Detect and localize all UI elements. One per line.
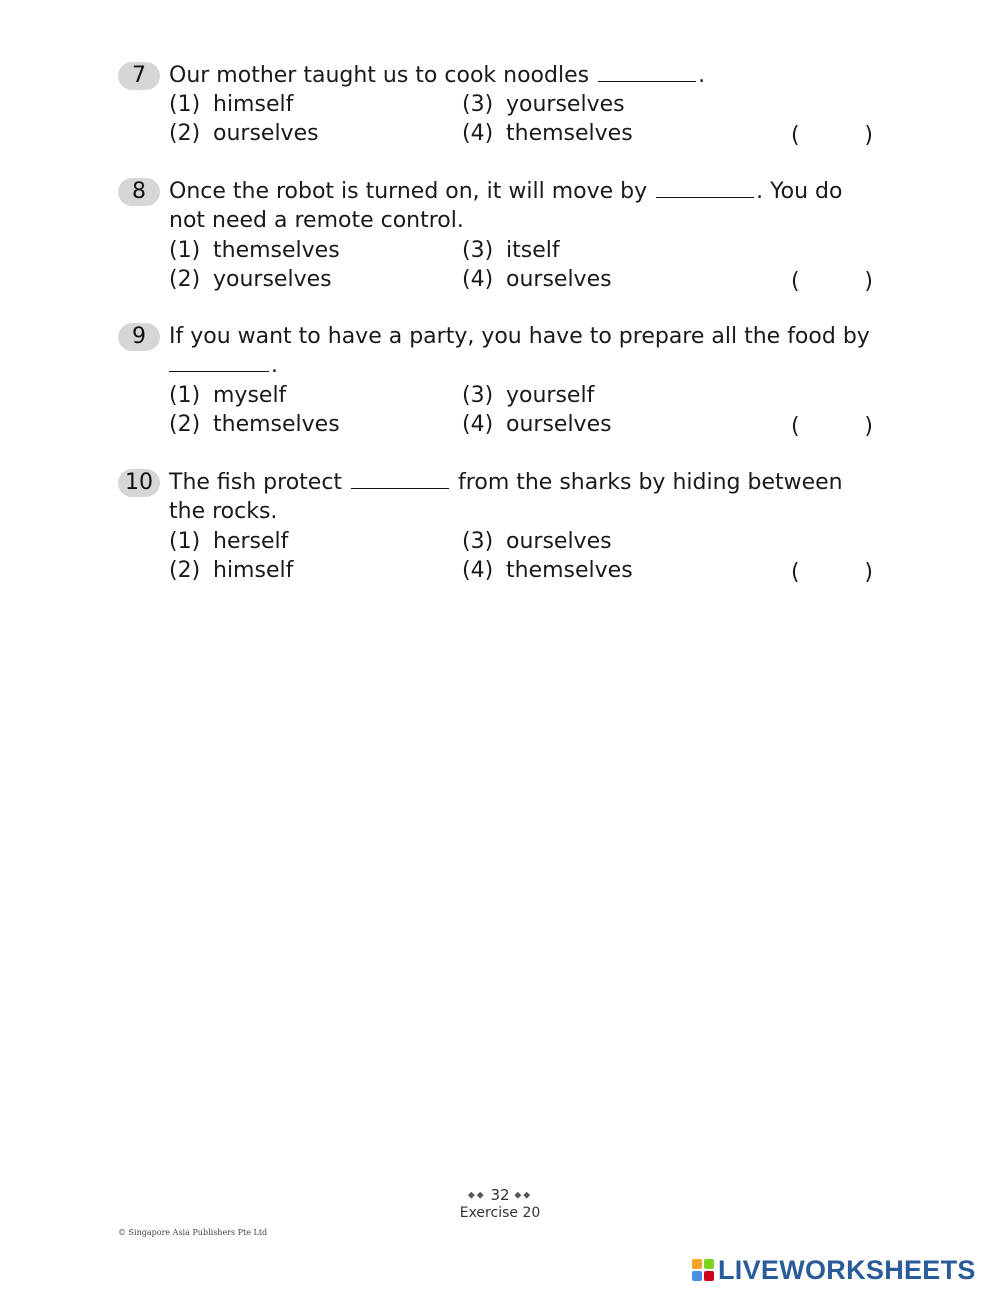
liveworksheets-icon [692,1259,714,1281]
exercise-label: Exercise 20 [459,1205,541,1221]
question-number: 7 [118,62,160,90]
option-1[interactable]: (1) myself [169,383,287,408]
option-1[interactable]: (1) themselves [169,238,340,263]
question-9 [118,323,878,443]
option-3[interactable]: (3) ourselves [462,529,612,554]
option-4[interactable]: (4) themselves [462,558,633,583]
question-text: The fish protect from the sharks by hiding between the rocks. [169,470,843,524]
option-2[interactable]: (2) ourselves [169,121,319,146]
option-3[interactable]: (3) itself [462,238,560,263]
answer-blank [598,63,696,82]
decorative-dots-right: ◆◆ [514,1190,533,1201]
option-1[interactable]: (1) herself [169,529,289,554]
option-3[interactable]: (3) yourself [462,383,595,408]
option-2[interactable]: (2) themselves [169,412,340,437]
answer-box[interactable]: ( ) [791,269,873,294]
answer-box[interactable]: ( ) [791,560,873,585]
liveworksheets-logo [692,1255,976,1285]
option-3[interactable]: (3) yourselves [462,92,625,117]
answer-blank [351,470,449,489]
question-number: 10 [118,469,160,497]
decorative-dots-left: ◆◆ [467,1190,486,1201]
answer-blank [169,353,269,372]
answer-box[interactable]: ( ) [791,414,873,439]
option-4[interactable]: (4) ourselves [462,267,612,292]
question-text: If you want to have a party, you have to prepare all the food by . [169,324,870,378]
copyright-text: © Singapore Asia Publishers Pte Ltd [118,1228,268,1237]
page-number: ◆◆ 32 ◆◆ [467,1186,533,1204]
question-7 [118,62,878,152]
question-text: Our mother taught us to cook noodles . [169,63,706,88]
answer-blank [656,179,754,198]
answer-box[interactable]: ( ) [791,123,873,148]
question-number: 9 [118,323,160,351]
option-2[interactable]: (2) himself [169,558,294,583]
option-2[interactable]: (2) yourselves [169,267,332,292]
option-1[interactable]: (1) himself [169,92,294,117]
option-4[interactable]: (4) themselves [462,121,633,146]
question-number: 8 [118,178,160,206]
question-8 [118,178,878,298]
question-10 [118,469,878,589]
option-4[interactable]: (4) ourselves [462,412,612,437]
liveworksheets-wordmark: LIVEWORKSHEETS [718,1254,976,1285]
question-text: Once the robot is turned on, it will move by . You do not need a remote control. [169,179,843,233]
